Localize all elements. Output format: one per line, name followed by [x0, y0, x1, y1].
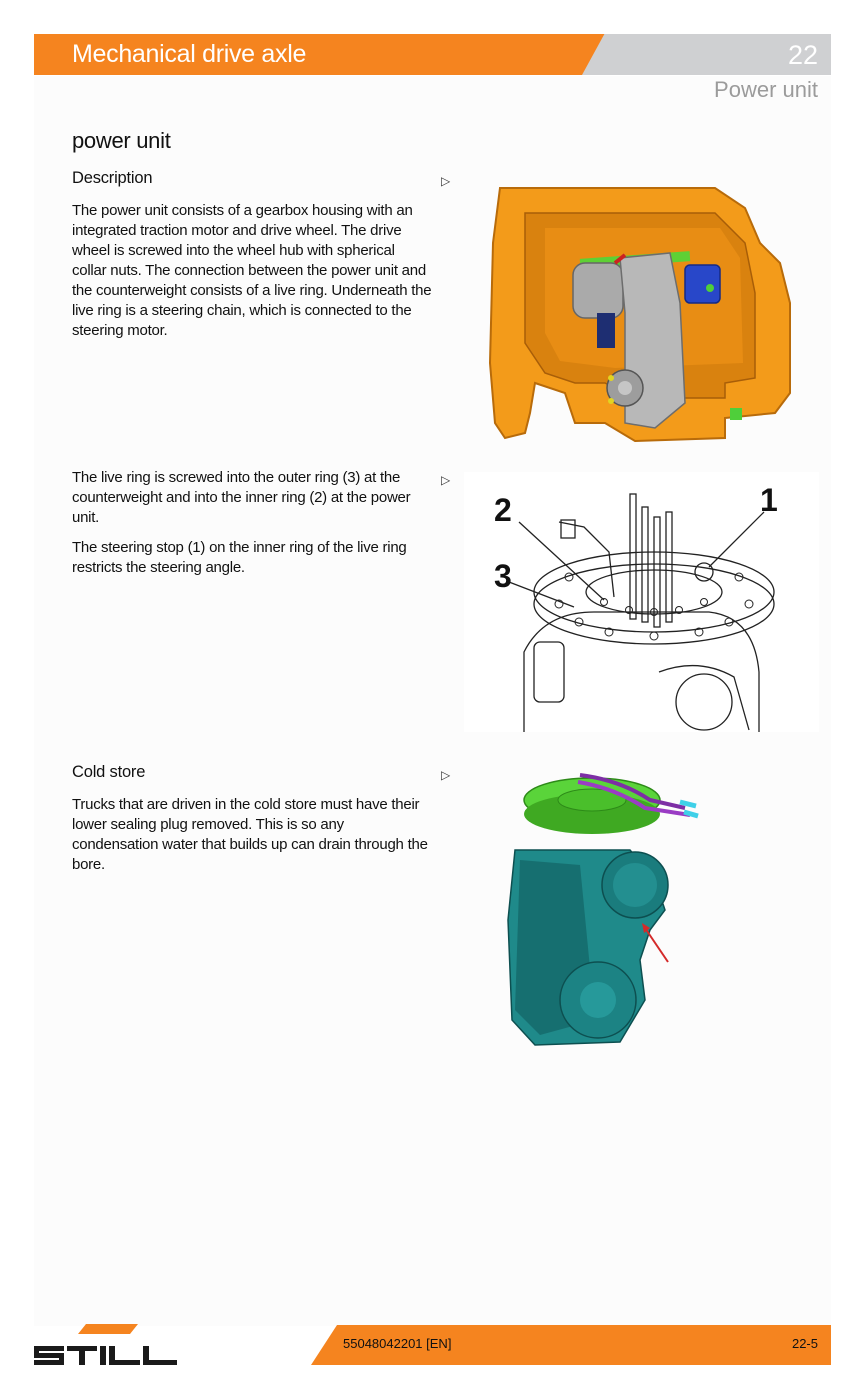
figure-marker-icon: ▷: [441, 174, 451, 188]
cold-store-figure: [500, 770, 705, 1050]
figure-marker-icon: ▷: [441, 473, 451, 487]
live-ring-text-2: The steering stop (1) on the inner ring of the live ring restricts the steering angle.: [72, 539, 407, 576]
section-name: Power unit: [714, 77, 818, 102]
callout-1: 1: [760, 482, 778, 518]
cold-store-heading: Cold store: [72, 763, 146, 781]
still-logo: [34, 1322, 180, 1368]
page-heading: power unit: [72, 128, 171, 153]
chapter-title: Mechanical drive axle: [72, 40, 307, 68]
page-number: 22-5: [791, 1336, 818, 1351]
description-text: The power unit consists of a gearbox housing with an integrated traction motor and drive wheel. The drive wheel is screwed into the wheel hub with spherical collar nuts. The connection between the power unit and the counterweight consists of a live ring. Underneath the live ring is a steering chain, which is connected to the steering motor.: [72, 202, 432, 339]
callout-3: 3: [494, 558, 512, 594]
document-number: 55048042201 [EN]: [343, 1336, 452, 1351]
power-unit-figure: [485, 183, 795, 448]
figure-marker-icon: ▷: [441, 768, 451, 782]
live-ring-figure: [464, 472, 819, 732]
cold-store-text: Trucks that are driven in the cold store must have their lower sealing plug removed. This is so any condensation water that builds up can drain through the bore.: [72, 796, 428, 873]
description-heading: Description: [72, 169, 153, 187]
live-ring-text-1: The live ring is screwed into the outer ring (3) at the counterweight and into the inner ring (2) at the power unit.: [72, 469, 411, 526]
callout-2: 2: [494, 492, 512, 528]
chapter-number: 22: [787, 40, 818, 70]
